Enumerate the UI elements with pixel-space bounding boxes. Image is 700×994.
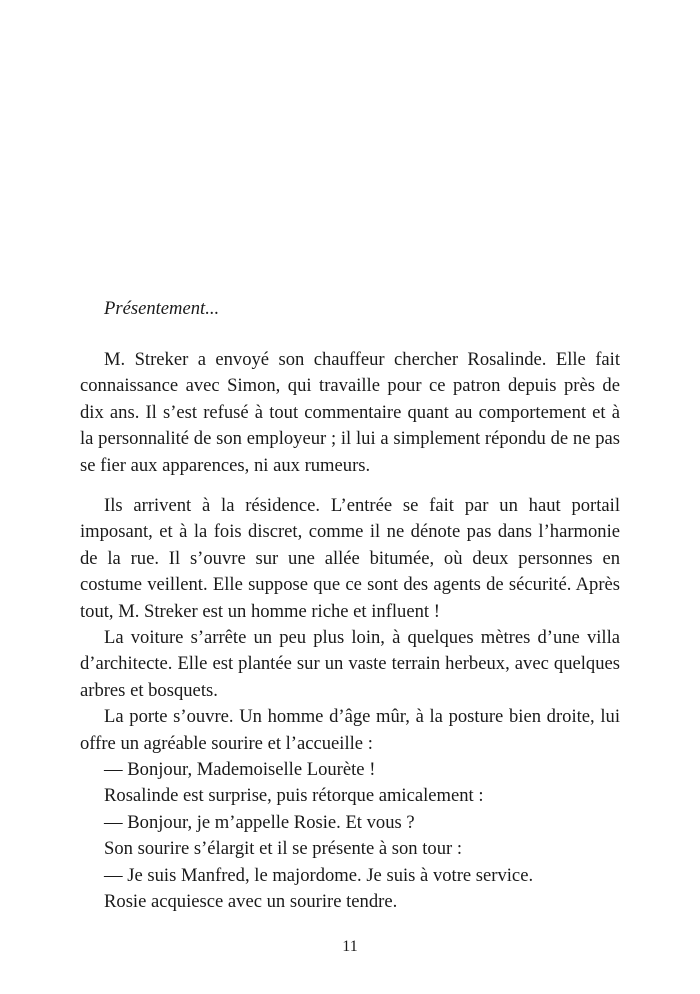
dialogue-line-1: — Bonjour, Mademoiselle Lourète !: [104, 759, 376, 781]
intro-block: [80, 296, 620, 322]
paragraph-2: Ils arrivent à la résidence. L’entrée se fait par un haut portail imposant, et à la fois discret, comme il ne dénote pas dans l’harmonie de la rue. Il s’ouvre sur une allée bitumée, où deux personnes en costume veillent. Elle suppose que ce sont des agents de sécurité. Après tout, M. Streker est un homme riche et influent !: [80, 495, 620, 622]
narration-line-1: Rosalinde est surprise, puis rétorque amicalement :: [104, 785, 484, 807]
paragraph-1: M. Streker a envoyé son chauffeur chercher Rosalinde. Elle fait connaissance avec Simon, qui travaille pour ce patron depuis près de dix ans. Il s’est refusé à tout commentaire quant au comportement et à la personnalité de son employeur ; il lui a simplement répondu de ne pas se fier aux apparences, ni aux rumeurs.: [80, 349, 620, 476]
paragraph-block-1: [80, 347, 620, 479]
narration-line-3: Rosie acquiesce avec un sourire tendre.: [104, 891, 398, 913]
page-number: 11: [342, 938, 358, 955]
narration-line-2: Son sourire s’élargit et il se présente à son tour :: [104, 838, 463, 860]
intro-line: Présentement...: [104, 298, 220, 319]
paragraph-3: La voiture s’arrête un peu plus loin, à quelques mètres d’une villa d’architecte. Elle est plantée sur un vaste terrain herbeux, avec quelques arbres et bosquets.: [80, 627, 620, 701]
paragraph-4: La porte s’ouvre. Un homme d’âge mûr, à la posture bien droite, lui offre un agréable sourire et l’accueille :: [80, 706, 620, 754]
dialogue-line-3: — Je suis Manfred, le majordome. Je suis à votre service.: [104, 864, 534, 886]
dialogue-line-2: — Bonjour, je m’appelle Rosie. Et vous ?: [104, 811, 415, 833]
paragraph-block-2: [80, 493, 620, 916]
